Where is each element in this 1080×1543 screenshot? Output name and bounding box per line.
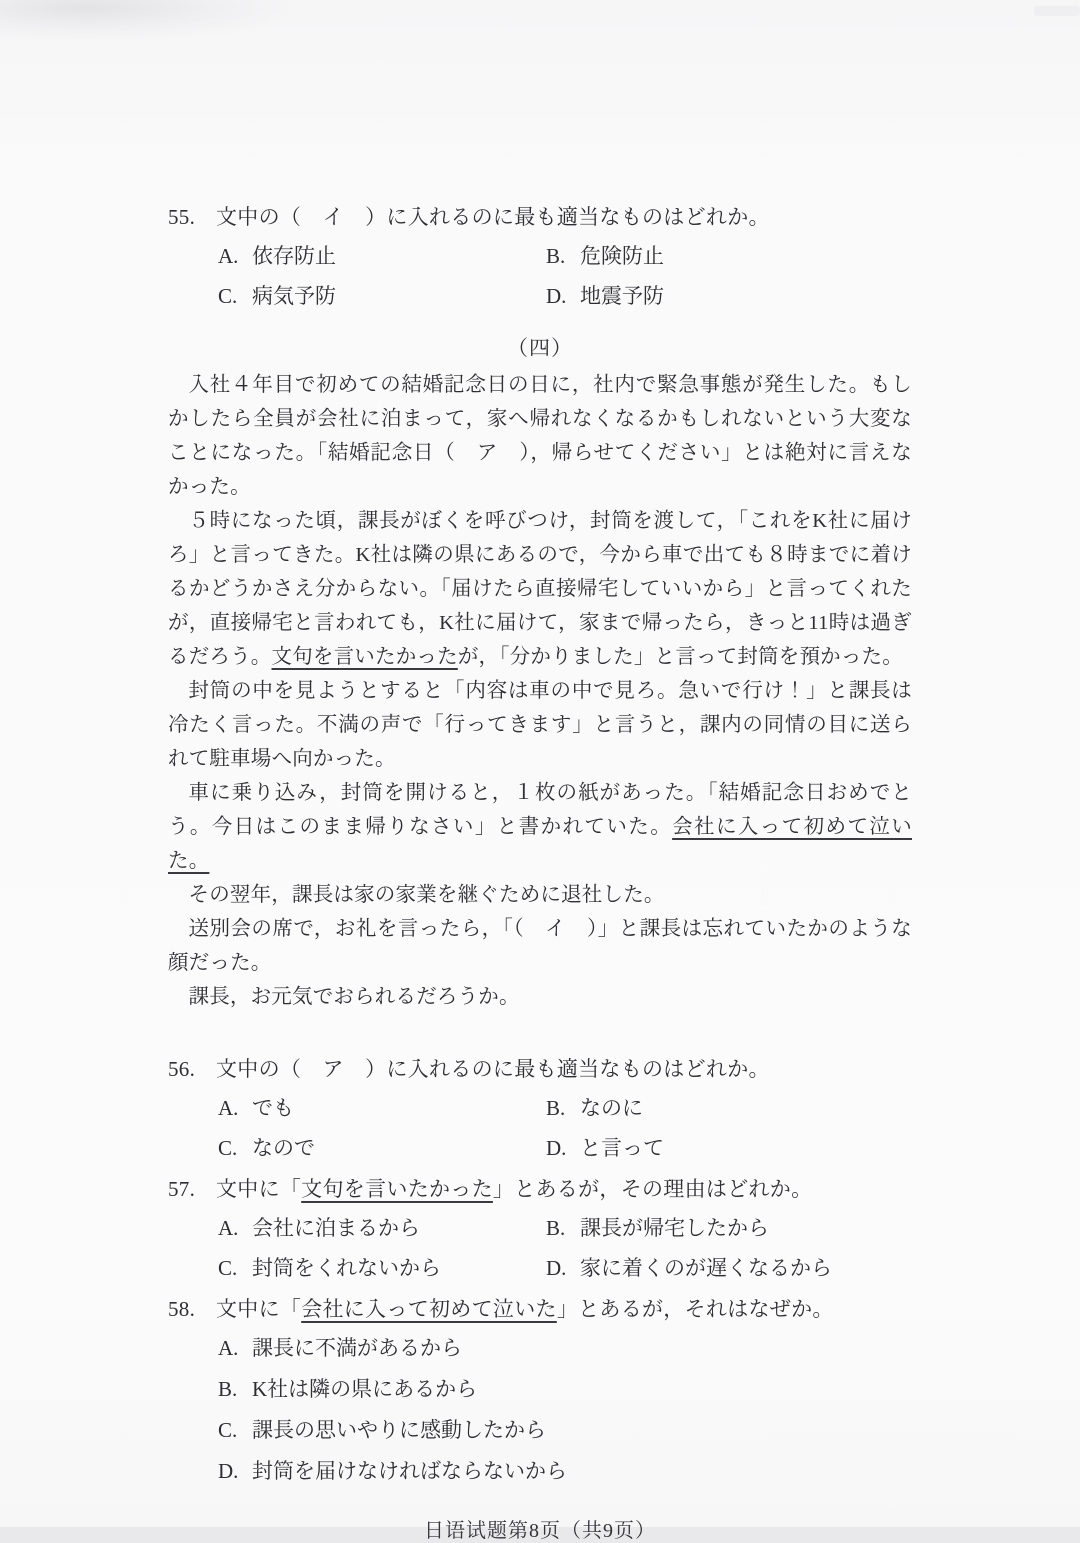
question-stem-text: 文中の（ ア ）に入れるのに最も適当なものはどれか。 — [216, 1057, 770, 1081]
passage-paragraph: 封筒の中を見ようとすると「内容は車の中で見ろ。急いで行け！」と課長は冷たく言った。不満の声で「行ってきます」と言うと，課内の同情の目に送られて駐車場へ向かった。 — [168, 680, 912, 770]
question-number: 58. — [168, 1297, 196, 1321]
passage-paragraph: 入社４年目で初めての結婚記念日の日に，社内で緊急事態が発生した。もしかしたら全員が会社に泊まって，家へ帰れなくなるかもしれないという大変なことになった。「結婚記念日（ ア ），帰らせてください」とは絶対に言えなかった。 — [168, 374, 912, 498]
question-stem-text: 文中の（ イ ）に入れるのに最も適当なものはどれか。 — [216, 205, 770, 229]
questions-section — [168, 1050, 912, 1492]
option-d: D. と言って — [546, 1136, 664, 1160]
passage-section-title: （四） — [507, 336, 573, 360]
option-a: A. 課長に不満があるから — [218, 1336, 462, 1360]
underlined-phrase: 会社に入って初めて泣いた — [301, 1297, 557, 1321]
option-text: 危険防止 — [580, 244, 664, 268]
option-text: 会社に泊まるから — [252, 1216, 420, 1240]
option-c: C. 封筒をくれないから — [218, 1256, 441, 1280]
option-c: C. なので — [218, 1136, 315, 1160]
question-57-stem — [168, 1170, 912, 1208]
question-55-options — [168, 236, 912, 316]
option-a: A. 会社に泊まるから — [218, 1216, 420, 1240]
underlined-phrase: 文句を言いたかった — [301, 1177, 493, 1201]
option-a: A. でも — [218, 1096, 294, 1120]
option-c: C. 病気予防 — [218, 284, 336, 308]
underlined-phrase: 文句を言いたかった — [271, 646, 458, 668]
passage-paragraph: ５時になった頃，課長がぼくを呼びつけ，封筒を渡して，「これをK社に届けろ」と言ってきた。K社は隣の県にあるので，今から車で出ても８時までに着けるかどうかさえ分からない。「届けたら直接帰宅していいから」と言ってくれたが，直接帰宅と言われても，K社に届けて，家まで帰ったら，きっと11時は過ぎるだろう。文句を言いたかったが，「分かりました」と言って封筒を預かった。 — [168, 510, 912, 668]
page-content — [168, 198, 912, 1543]
passage-paragraph: 課長，お元気でおられるだろうか。 — [188, 986, 520, 1008]
reading-passage — [168, 368, 912, 1014]
question-57-options — [168, 1208, 912, 1288]
question-56-stem — [168, 1050, 912, 1088]
option-text: 封筒を届けなければならないから — [252, 1459, 567, 1483]
option-text: なので — [252, 1136, 315, 1160]
option-d: D. 封筒を届けなければならないから — [218, 1459, 567, 1483]
option-text: でも — [252, 1096, 294, 1120]
option-d: D. 地震予防 — [546, 284, 664, 308]
question-number: 55. — [168, 205, 196, 229]
page-footer: 日语试题第8页（共9页） — [424, 1520, 656, 1542]
option-text: 家に着くのが遅くなるから — [580, 1256, 832, 1280]
option-b: B. なのに — [546, 1096, 643, 1120]
question-56 — [168, 1050, 912, 1168]
option-d: D. 家に着くのが遅くなるから — [546, 1256, 832, 1280]
option-a: A. 依存防止 — [218, 244, 336, 268]
question-56-options — [168, 1088, 912, 1168]
question-58-stem — [168, 1290, 912, 1328]
option-text: 地震予防 — [580, 284, 664, 308]
question-58 — [168, 1290, 912, 1492]
option-b: B. 課長が帰宅したから — [546, 1216, 769, 1240]
passage-paragraph: その翌年，課長は家の家業を継ぐために退社した。 — [188, 884, 665, 906]
option-text: 課長が帰宅したから — [580, 1216, 769, 1240]
scan-artifact-top-left — [0, 0, 290, 40]
option-text: と言って — [580, 1136, 664, 1160]
underlined-phrase: 会社に入って初めて泣いた。 — [168, 816, 912, 872]
option-text: なのに — [580, 1096, 643, 1120]
question-58-options — [168, 1328, 912, 1492]
option-text: 封筒をくれないから — [252, 1256, 441, 1280]
option-b: B. K社は隣の県にあるから — [218, 1377, 478, 1401]
option-c: C. 課長の思いやりに感動したから — [218, 1418, 546, 1442]
question-stem-text: 文中に「文句を言いたかった」とあるが，その理由はどれか。 — [216, 1177, 813, 1201]
passage-paragraph: 車に乗り込み，封筒を開けると，１枚の紙があった。「結婚記念日おめでとう。今日はこのまま帰りなさい」と書かれていた。会社に入って初めて泣いた。 — [168, 782, 912, 872]
scan-artifact-top-right — [1034, 6, 1080, 16]
option-text: 依存防止 — [252, 244, 336, 268]
question-number: 56. — [168, 1057, 196, 1081]
passage-paragraph: 送別会の席で，お礼を言ったら，「（ イ ）」と課長は忘れていたかのような顔だった。 — [168, 918, 912, 974]
question-57 — [168, 1170, 912, 1288]
option-b: B. 危険防止 — [546, 244, 664, 268]
question-55-stem — [168, 198, 912, 236]
question-55 — [168, 198, 912, 316]
option-text: 課長の思いやりに感動したから — [252, 1418, 546, 1442]
question-number: 57. — [168, 1177, 196, 1201]
option-text: K社は隣の県にあるから — [252, 1377, 478, 1401]
option-text: 病気予防 — [252, 284, 336, 308]
question-stem-text: 文中に「会社に入って初めて泣いた」とあるが，それはなぜか。 — [216, 1297, 834, 1321]
option-text: 課長に不満があるから — [252, 1336, 462, 1360]
